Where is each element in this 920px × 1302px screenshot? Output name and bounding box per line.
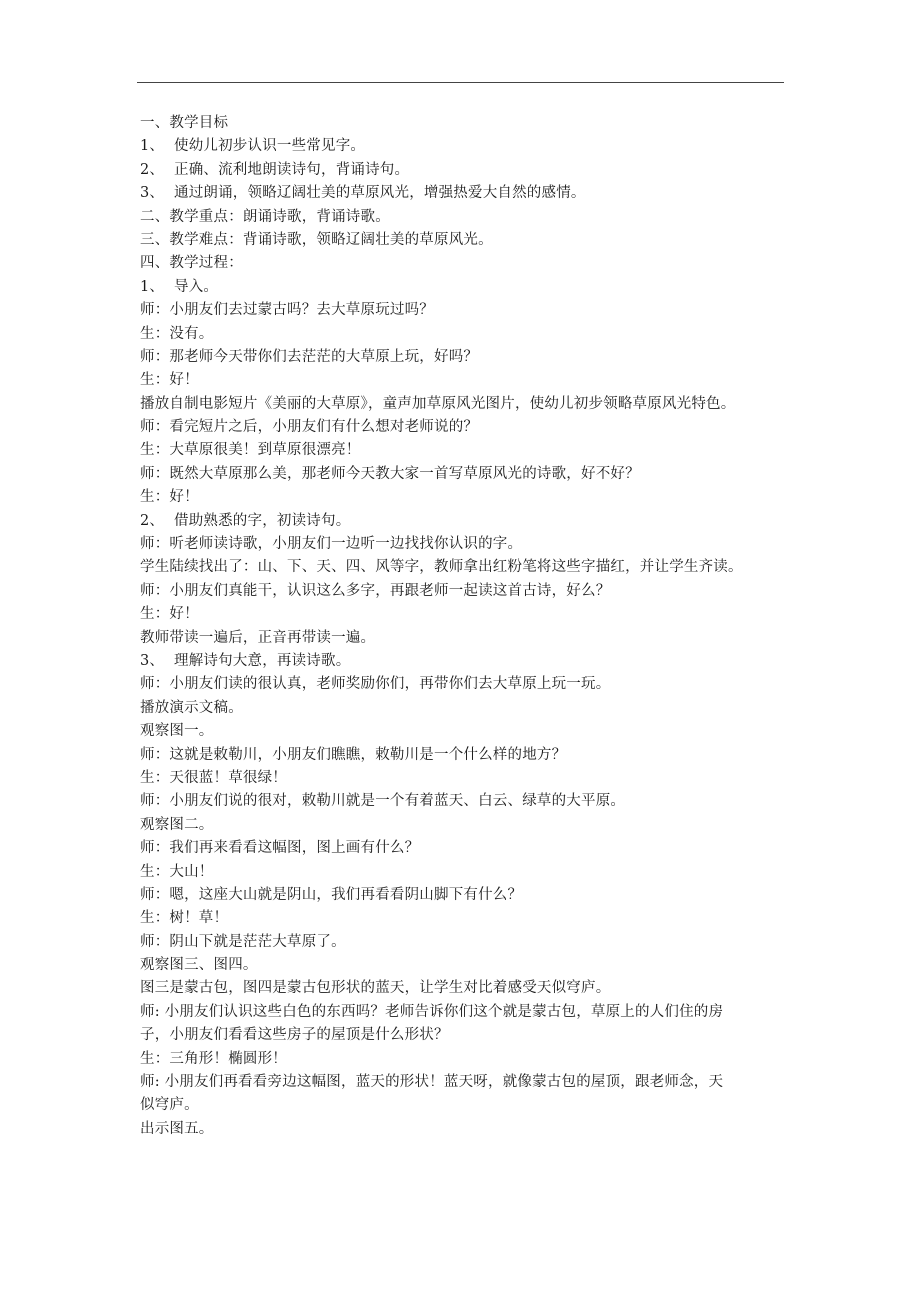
- text-line: [140, 159, 800, 182]
- text-line: [140, 907, 800, 930]
- line-text: 生：好！: [140, 606, 199, 623]
- text-line: [140, 767, 800, 790]
- line-text: 理解诗句大意，再读诗歌。: [174, 652, 351, 669]
- line-text: 师：小朋友们读的很认真，老师奖励你们，再带你们去大草原上玩一玩。: [140, 676, 611, 693]
- line-text: 师：阴山下就是茫茫大草原了。: [140, 933, 346, 950]
- line-text: 二、教学重点：朗诵诗歌，背诵诗歌。: [140, 208, 390, 225]
- header-rule: [137, 82, 784, 83]
- line-text: 师：既然大草原那么美，那老师今天教大家一首写草原风光的诗歌，好不好？: [140, 465, 640, 482]
- line-text: 观察图二。: [140, 816, 214, 833]
- line-text: 师：这就是敕勒川，小朋友们瞧瞧，敕勒川是一个什么样的地方？: [140, 746, 567, 763]
- line-text: 似穹庐。: [140, 1097, 199, 1114]
- text-line: [140, 369, 800, 392]
- text-line: [140, 1024, 800, 1047]
- line-text: 生：大草原很美！到草原很漂亮！: [140, 442, 361, 459]
- text-line: [140, 1071, 800, 1094]
- line-text: 生：三角形！椭圆形！: [140, 1050, 287, 1067]
- text-line: [140, 556, 800, 579]
- list-number: 3、: [140, 185, 165, 202]
- text-line: [140, 837, 800, 860]
- list-number: 3、: [140, 652, 165, 669]
- line-text: 三、教学难点：背诵诗歌，领略辽阔壮美的草原风光。: [140, 231, 493, 248]
- line-text: 子，小朋友们看看这些房子的屋顶是什么形状？: [140, 1027, 449, 1044]
- line-text: 师：听老师读诗歌，小朋友们一边听一边找找你认识的字。: [140, 536, 523, 553]
- text-line: [140, 252, 800, 275]
- line-text: 师：小朋友们去过蒙古吗？去大草原玩过吗？: [140, 302, 434, 319]
- line-text: 使幼儿初步认识一些常见字。: [174, 138, 366, 155]
- text-line: [140, 697, 800, 720]
- text-line: [140, 182, 800, 205]
- line-text: 师：嗯，这座大山就是阴山，我们再看看阴山脚下有什么？: [140, 886, 523, 903]
- text-line: [140, 861, 800, 884]
- text-line: [140, 393, 800, 416]
- line-text: 观察图一。: [140, 723, 214, 740]
- text-line: [140, 346, 800, 369]
- text-line: [140, 814, 800, 837]
- line-text: 生：没有。: [140, 325, 214, 342]
- text-line: [140, 1118, 800, 1141]
- line-text: 师：我们再来看看这幅图，图上画有什么？: [140, 840, 420, 857]
- text-line: [140, 1094, 800, 1117]
- line-text: 师：看完短片之后，小朋友们有什么想对老师说的？: [140, 419, 479, 436]
- line-text: 四、教学过程：: [140, 255, 243, 272]
- line-text: 播放自制电影短片《美丽的大草原》，童声加草原风光图片，使幼儿初步领略草原风光特色。: [140, 395, 736, 412]
- text-line: [140, 603, 800, 626]
- line-text: 教师带读一遍后，正音再带读一遍。: [140, 629, 376, 646]
- line-text: 一、教学目标: [140, 115, 229, 131]
- line-text: 导入。: [174, 278, 219, 295]
- line-text: 出示图五。: [140, 1120, 214, 1137]
- text-line: [140, 977, 800, 1000]
- text-line: [140, 884, 800, 907]
- text-line: [140, 323, 800, 346]
- text-line: [140, 486, 800, 509]
- text-line: [140, 416, 800, 439]
- line-text: 生：好！: [140, 489, 199, 506]
- text-line: [140, 463, 800, 486]
- line-text: 生：天很蓝！草很绿！: [140, 769, 287, 786]
- text-line: [140, 112, 800, 135]
- text-line: [140, 299, 800, 322]
- text-line: [140, 229, 800, 252]
- text-line: [140, 931, 800, 954]
- list-number: 1、: [140, 138, 165, 155]
- text-line: [140, 1048, 800, 1071]
- text-line: [140, 1001, 800, 1024]
- line-text: 学生陆续找出了：山、下、天、四、风等字，教师拿出红粉笔将这些字描红，并让学生齐读。: [140, 559, 743, 576]
- line-text: 借助熟悉的字，初读诗句。: [174, 512, 351, 529]
- text-line: [140, 510, 800, 533]
- lesson-plan-body: [140, 112, 800, 1141]
- text-line: [140, 744, 800, 767]
- line-text: 观察图三、图四。: [140, 957, 258, 974]
- text-line: [140, 720, 800, 743]
- list-number: 2、: [140, 161, 165, 178]
- line-text: 师：小朋友们说的很对，敕勒川就是一个有着蓝天、白云、绿草的大平原。: [140, 793, 626, 810]
- line-text: 师: 小朋友们再看看旁边这幅图，蓝天的形状！蓝天呀，就像蒙古包的屋顶，跟老师念，天: [140, 1074, 724, 1091]
- text-line: [140, 580, 800, 603]
- text-line: [140, 206, 800, 229]
- line-text: 图三是蒙古包，图四是蒙古包形状的蓝天，让学生对比着感受天似穹庐。: [140, 980, 611, 997]
- text-line: [140, 627, 800, 650]
- line-text: 正确、流利地朗读诗句，背诵诗句。: [174, 161, 410, 178]
- text-line: [140, 276, 800, 299]
- line-text: 师：那老师今天带你们去茫茫的大草原上玩，好吗？: [140, 348, 479, 365]
- text-line: [140, 790, 800, 813]
- line-text: 生：好！: [140, 372, 199, 389]
- list-number: 2、: [140, 512, 165, 529]
- line-text: 通过朗诵，领略辽阔壮美的草原风光，增强热爱大自然的感情。: [174, 185, 586, 202]
- line-text: 生：树！草！: [140, 910, 229, 927]
- text-line: [140, 954, 800, 977]
- list-number: 1、: [140, 278, 165, 295]
- text-line: [140, 439, 800, 462]
- line-text: 播放演示文稿。: [140, 699, 243, 716]
- line-text: 师：小朋友们真能干，认识这么多字，再跟老师一起读这首古诗，好么？: [140, 582, 611, 599]
- text-line: [140, 650, 800, 673]
- text-line: [140, 135, 800, 158]
- text-line: [140, 533, 800, 556]
- line-text: 师: 小朋友们认识这些白色的东西吗？老师告诉你们这个就是蒙古包，草原上的人们住的房: [140, 1003, 724, 1020]
- text-line: [140, 673, 800, 696]
- line-text: 生：大山！: [140, 863, 214, 880]
